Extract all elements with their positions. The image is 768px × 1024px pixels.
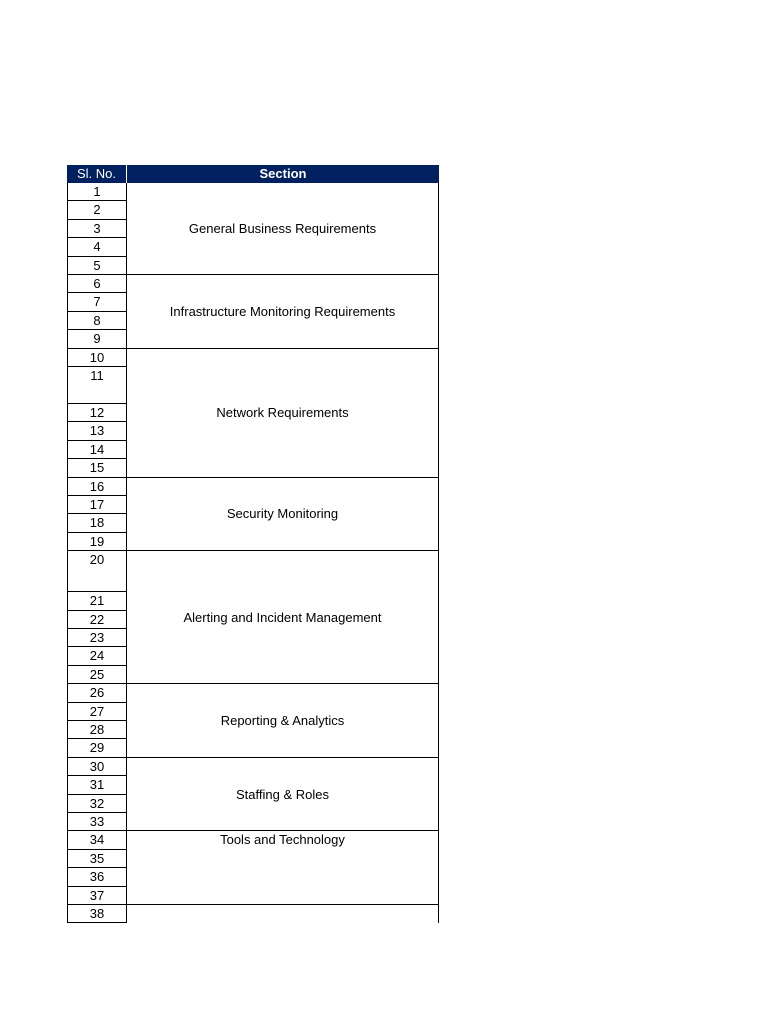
section-tools-technology: Tools and Technology [127, 831, 439, 905]
sl-no-cell: 6 [67, 275, 127, 293]
sl-no-cell: 10 [67, 349, 127, 367]
sl-no-cell: 32 [67, 795, 127, 813]
sl-no-cell: 17 [67, 496, 127, 514]
section-reporting-analytics: Reporting & Analytics [127, 684, 439, 758]
sl-no-cell: 9 [67, 330, 127, 348]
sl-no-cell: 19 [67, 533, 127, 551]
section-empty [127, 905, 439, 923]
sl-no-cell: 27 [67, 703, 127, 721]
sl-no-cell: 21 [67, 592, 127, 610]
section-staffing-roles: Staffing & Roles [127, 758, 439, 832]
sl-no-cell: 15 [67, 459, 127, 477]
header-section: Section [127, 165, 439, 183]
section-network: Network Requirements [127, 349, 439, 478]
sl-no-cell: 25 [67, 666, 127, 684]
sl-no-cell: 33 [67, 813, 127, 831]
sl-no-cell: 5 [67, 257, 127, 275]
sl-no-cell: 24 [67, 647, 127, 665]
requirements-table [67, 165, 439, 923]
sl-no-cell: 7 [67, 293, 127, 311]
header-sl-no: Sl. No. [67, 165, 127, 183]
sl-no-cell: 36 [67, 868, 127, 886]
sl-no-cell: 20 [67, 551, 127, 592]
sl-no-cell: 12 [67, 404, 127, 422]
sl-no-cell: 1 [67, 183, 127, 201]
sl-no-cell: 31 [67, 776, 127, 794]
sl-no-cell: 11 [67, 367, 127, 404]
sl-no-cell: 8 [67, 312, 127, 330]
sl-no-cell: 4 [67, 238, 127, 256]
sl-no-cell: 16 [67, 478, 127, 496]
sl-no-cell: 37 [67, 887, 127, 905]
sl-no-cell: 23 [67, 629, 127, 647]
sl-no-cell: 29 [67, 739, 127, 757]
sl-no-cell: 3 [67, 220, 127, 238]
sl-no-cell: 14 [67, 441, 127, 459]
sl-no-cell: 2 [67, 201, 127, 219]
sl-no-cell: 28 [67, 721, 127, 739]
section-security-monitoring: Security Monitoring [127, 478, 439, 552]
sl-no-cell: 38 [67, 905, 127, 923]
sl-no-cell: 34 [67, 831, 127, 849]
sl-no-cell: 30 [67, 758, 127, 776]
sl-no-cell: 13 [67, 422, 127, 440]
sl-no-cell: 18 [67, 514, 127, 532]
sl-no-cell: 35 [67, 850, 127, 868]
sl-no-cell: 22 [67, 611, 127, 629]
section-infrastructure-monitoring: Infrastructure Monitoring Requirements [127, 275, 439, 349]
sl-no-cell: 26 [67, 684, 127, 702]
section-alerting-incident: Alerting and Incident Management [127, 551, 439, 684]
section-general-business: General Business Requirements [127, 183, 439, 275]
